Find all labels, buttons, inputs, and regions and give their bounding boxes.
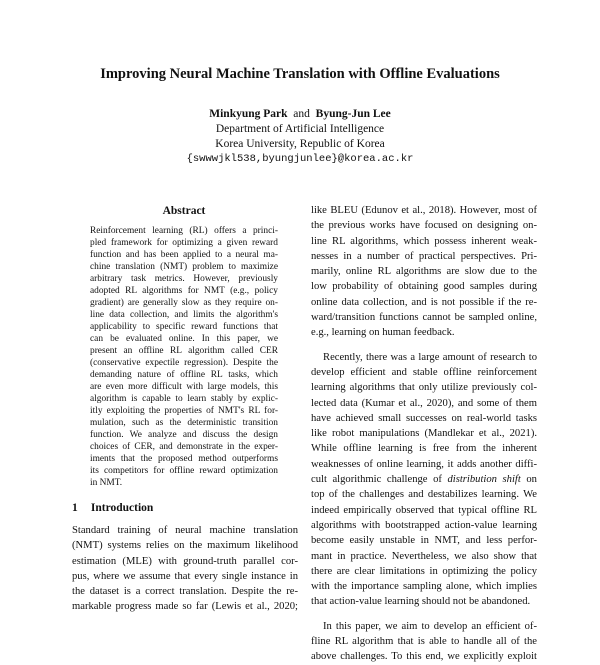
text-span: cult algorithmic challenge of [311,474,448,486]
section-number: 1 [72,502,78,514]
body-line: lected data (Kumar et al., 2020), and some of them [311,397,537,409]
body-line: like robot manipulations (Mandlekar et al., 2021). [311,428,537,440]
abstract-line: function. We analyze and discuss the design [90,430,278,440]
abstract-line: algorithm is capable to learn stably by explic- [90,394,278,404]
section-heading-introduction [72,502,302,514]
body-line: online data collection, and is not possible if the re- [311,296,537,308]
author-2: Byung-Jun Lee [315,108,391,120]
author-names [0,107,600,122]
author-conjunction: and [293,108,310,120]
abstract-text [90,225,278,489]
abstract-line: itly exploiting the properties of NMT's RL for- [90,406,278,416]
body-line: above challenges. To this end, we explicitly exploit [311,651,537,663]
abstract-line: are even more difficult with large models, this [90,382,278,392]
introduction-text [72,523,298,615]
body-line: indeed empirically observed that typical offline RL [311,504,537,516]
body-line: that action-value learning should not be abandoned. [311,596,531,608]
body-line: pus, where we assume that every single instance in [72,570,298,582]
abstract-line: pled framework for optimizing a given reward [90,238,278,248]
body-line: e.g., learning on human feedback. [311,327,455,339]
body-line: low probability of obtaining good samples during [311,281,537,293]
paragraph [311,619,537,665]
body-line: (NMT) systems relies on the maximum likelihood [72,540,298,552]
emphasis-distribution-shift: distribution shift [447,474,521,486]
body-line: estimation (MLE) with ground-truth parallel cor- [72,555,298,567]
author-department: Department of Artificial Intelligence [215,123,385,135]
body-line: have achieved small successes on real-world tasks [311,412,537,424]
author-email: {swwwjkl538,byungjunlee}@korea.ac.kr [186,153,414,165]
body-line: weaknesses of online learning, it adds another diffi- [311,458,537,470]
body-line: mant in practice. Nevertheless, we also show that [311,550,537,562]
abstract-line: applicability to specific reward functions that [90,322,278,332]
body-line: develop efficient and stable offline reinforcement [311,366,537,378]
body-line: with the importance sampling alone, which implies [311,581,537,593]
text-span: on [520,474,537,486]
body-line: like BLEU (Edunov et al., 2018). However, most of [311,205,537,216]
body-line: Standard training of neural machine translation [72,525,298,536]
body-line: ward/transition functions cannot be sampled online, [311,312,537,324]
paragraph [311,203,537,341]
abstract-line: function and has been applied to a neural ma- [90,250,278,260]
paper-title: Improving Neural Machine Translation with Offline Evaluations [100,66,500,82]
abstract-line: adopted RL algorithms for NMT (e.g., policy [90,286,278,296]
body-line: algorithms with bootstrapped action-value learning [311,519,537,531]
abstract-line: can be evaluated online. In this paper, we [90,334,278,344]
abstract-line: demanding nature of offline RL tasks, which [90,370,278,380]
abstract-heading: Abstract [162,205,206,217]
author-block [0,107,600,167]
body-line: Recently, there was a large amount of research to [323,351,537,363]
body-line: the previous works have focused on designing on- [311,220,537,232]
abstract-line: gradient) are generally slow as they require on- [90,298,278,308]
body-line: In this paper, we aim to develop an efficient of- [323,620,537,632]
body-line: top of the challenges and destabilizes learning. We [311,489,537,501]
body-line: become easily unstable in NMT, and less perfor- [311,535,537,547]
body-line: the dataset is a correct translation. Despite the re- [72,586,298,598]
abstract-line: iments that the proposed method outperforms [90,454,278,464]
abstract-line: present an offline RL algorithm called CER [90,346,278,356]
right-column-text [311,203,537,665]
abstract-line: choices of CER, and demonstrate in the exper- [90,442,278,452]
body-line: marily, online RL algorithms are slow due to the [311,266,537,278]
abstract-line: in NMT. [90,478,123,488]
author-1: Minkyung Park [209,108,288,120]
abstract-line: its competitors for offline reward optimization [90,466,278,476]
abstract-line: line data collection, and limits the algorithm's [90,310,278,320]
abstract-line: Reinforcement learning (RL) offers a princi- [90,226,278,236]
body-line [311,472,537,487]
abstract-line: chine translation (NMT) problem to maximize [90,262,278,272]
body-line: fline RL algorithm that is able to handle all of the [311,636,537,648]
body-line: learning algorithms that only utilize previously col- [311,382,537,394]
author-university: Korea University, Republic of Korea [215,138,385,150]
paragraph [311,350,537,610]
abstract-line: arbitrary task metrics. However, previously [90,274,278,284]
body-line: nesses in a number of practical perspectives. Pri- [311,250,537,262]
abstract-line: mulation, such as the deterministic transition [90,418,278,428]
body-line: While offline learning is free from the inherent [311,443,537,455]
body-line: line RL algorithms, which possess inherent weak- [311,235,537,247]
section-title: Introduction [90,502,154,514]
body-line: there are clear limitations in optimizing the policy [311,565,537,577]
abstract-line: (conservative expectile regression). Despite the [90,358,278,368]
body-line: markable progress made so far (Lewis et al., 2020; [72,601,298,613]
